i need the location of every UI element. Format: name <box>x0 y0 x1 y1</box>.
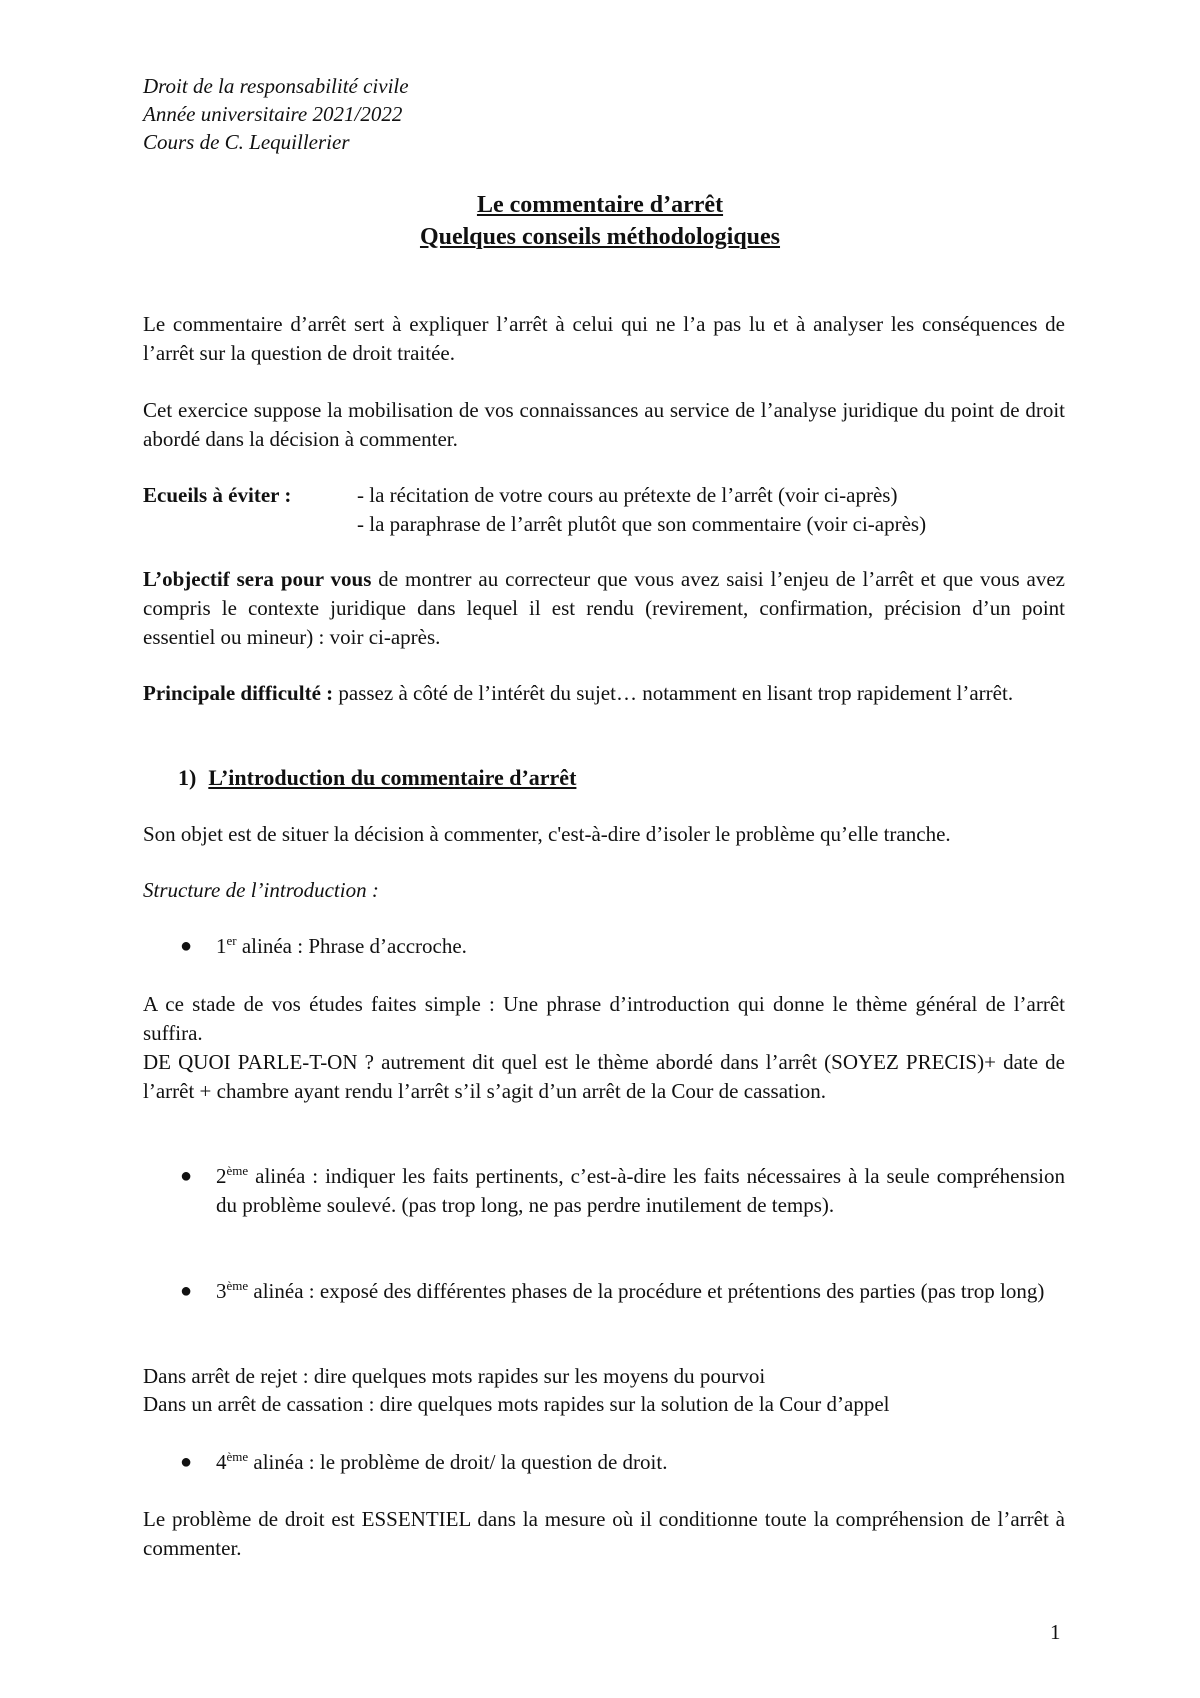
document-title: Le commentaire d’arrêt <box>476 192 724 218</box>
course-author: Cours de C. Lequillerier <box>143 130 350 154</box>
objectif-paragraph <box>143 565 1065 652</box>
difficulte-lead: Principale difficulté : <box>143 681 334 705</box>
accroche-paragraph-1: A ce stade de vos études faites simple : Une phrase d’introduction qui donne le thème général de l’arrêt suffira. <box>143 992 1065 1045</box>
document-subtitle: Quelques conseils méthodologiques <box>419 224 781 250</box>
objet-paragraph: Son objet est de situer la décision à commenter, c'est-à-dire d’isoler le problème qu’elle tranche. <box>143 822 951 846</box>
course-title: Droit de la responsabilité civile <box>143 74 409 98</box>
academic-year: Année universitaire 2021/2022 <box>143 102 403 126</box>
cassation-line: Dans un arrêt de cassation : dire quelques mots rapides sur la solution de la Cour d’appel <box>143 1392 890 1416</box>
bullet-icon: ● <box>180 935 193 957</box>
accroche-paragraph-2: DE QUOI PARLE-T-ON ? autrement dit quel est le thème abordé dans l’arrêt (SOYEZ PRECIS)+ date de l’arrêt + chambre ayant rendu l’arrêt s’il s’agit d’un arrêt de la Cour de cassation. <box>143 1050 1065 1103</box>
objectif-text: de montrer au correcteur que vous avez saisi l’enjeu de l’arrêt et que vous avez compris le contexte juridique dans lequel il est rendu (revirement, confirmation, précision d’un point essentiel ou mineur) : voir ci-après. <box>143 567 1065 649</box>
ecueil-item-1: - la récitation de votre cours au prétexte de l’arrêt (voir ci-après) <box>357 483 898 507</box>
bullet-alinea-3: 3ème alinéa : exposé des différentes phases de la procédure et prétentions des parties (pas trop long) <box>216 1278 1045 1303</box>
difficulte-text: passez à côté de l’intérêt du sujet… notamment en lisant trop rapidement l’arrêt. <box>333 681 1014 705</box>
ecueil-item-2: - la paraphrase de l’arrêt plutôt que son commentaire (voir ci-après) <box>357 512 927 536</box>
bullet-alinea-4: 4ème alinéa : le problème de droit/ la question de droit. <box>216 1449 668 1474</box>
bullet-alinea-2: 2ème alinéa : indiquer les faits pertinents, c’est-à-dire les faits nécessaires à la seule compréhension du problème soulevé. (pas trop long, ne pas perdre inutilement de temps). <box>216 1163 1065 1217</box>
bullet-alinea-1: 1er alinéa : Phrase d’accroche. <box>216 933 467 958</box>
intro-paragraph-1: Le commentaire d’arrêt sert à expliquer l’arrêt à celui qui ne l’a pas lu et à analyser les conséquences de l’arrêt sur la question de droit traitée. <box>143 312 1065 365</box>
section-number: 1) <box>178 765 197 790</box>
probleme-paragraph: Le problème de droit est ESSENTIEL dans la mesure où il conditionne toute la compréhension de l’arrêt à commenter. <box>143 1507 1065 1560</box>
bullet-icon: ● <box>180 1451 193 1473</box>
intro-paragraph-2: Cet exercice suppose la mobilisation de vos connaissances au service de l’analyse juridique du point de droit abordé dans la décision à commenter. <box>143 398 1065 451</box>
section-heading-1 <box>178 763 576 792</box>
structure-label: Structure de l’introduction : <box>143 878 379 902</box>
rejet-line: Dans arrêt de rejet : dire quelques mots rapides sur les moyens du pourvoi <box>143 1364 766 1388</box>
objectif-lead: L’objectif sera pour vous <box>143 567 372 591</box>
bullet-icon: ● <box>180 1165 193 1187</box>
ecueils-label: Ecueils à éviter : <box>143 483 292 507</box>
section-title: L’introduction du commentaire d’arrêt <box>208 765 577 790</box>
bullet-icon: ● <box>180 1280 193 1302</box>
page-number: 1 <box>1050 1620 1061 1644</box>
difficulte-paragraph <box>143 679 1065 708</box>
